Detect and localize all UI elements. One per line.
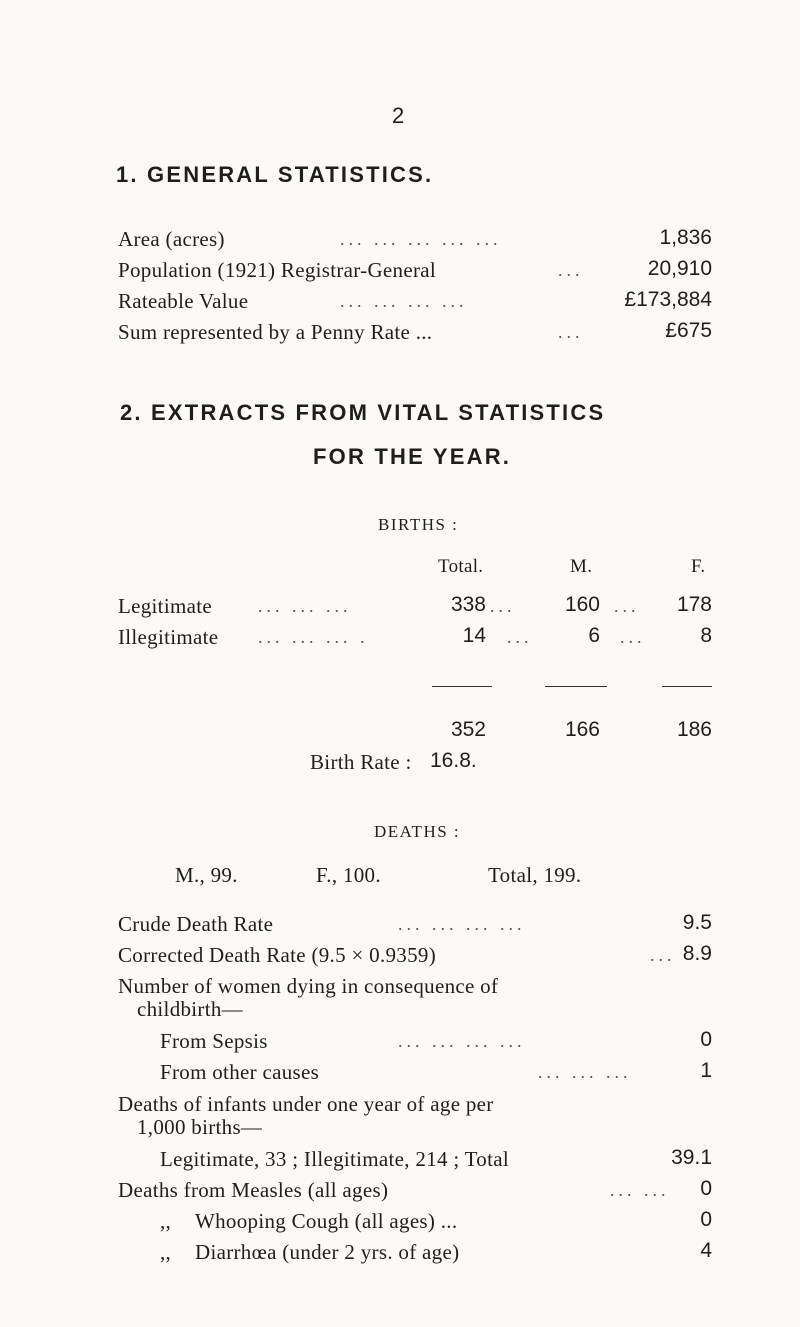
sepsis-label: From Sepsis	[160, 1029, 268, 1053]
area-label: Area (acres)	[118, 227, 225, 251]
illegitimate-total: 14	[462, 624, 486, 647]
births-total-sum: 352	[450, 718, 486, 741]
other-causes-label: From other causes	[160, 1060, 320, 1084]
measles-value: 0	[700, 1177, 712, 1200]
crude-death-rate-dots: ... ... ... ...	[398, 914, 526, 934]
total-rule	[432, 686, 492, 687]
penny-rate-dots: ...	[558, 322, 584, 342]
col-m-header: M.	[570, 556, 593, 577]
rateable-value-dots: ... ... ... ...	[340, 291, 468, 311]
legitimate-f: 178	[676, 593, 712, 616]
whooping-ditto-mark: ,,	[160, 1209, 172, 1233]
sepsis-value: 0	[700, 1028, 712, 1051]
area-dots: ... ... ... ... ...	[340, 229, 502, 249]
population-label: Population (1921) Registrar-General	[118, 258, 436, 282]
other-causes-dots: ... ... ...	[538, 1062, 632, 1082]
illegitimate-f: 8	[700, 624, 712, 647]
col-total-header: Total.	[438, 556, 484, 577]
illegitimate-sep1: ...	[507, 627, 533, 647]
legitimate-dots: ... ... ...	[258, 596, 352, 616]
legitimate-sep1: ...	[490, 596, 516, 616]
whooping-cough-label: Whooping Cough (all ages) ...	[195, 1209, 458, 1233]
col-f-header: F.	[691, 556, 706, 577]
illegitimate-m: 6	[588, 624, 600, 647]
illegitimate-label: Illegitimate	[118, 625, 219, 649]
births-f-sum: 186	[676, 718, 712, 741]
illegitimate-dots: ... ... ... .	[258, 627, 369, 647]
f-rule	[662, 686, 712, 687]
legitimate-total: 338	[450, 593, 486, 616]
page-number: 2	[392, 103, 405, 128]
population-dots: ...	[558, 260, 584, 280]
births-heading: BIRTHS :	[378, 515, 459, 534]
diarrhoea-value: 4	[700, 1239, 712, 1262]
crude-death-rate-label: Crude Death Rate	[118, 912, 274, 936]
measles-dots: ... ...	[610, 1180, 670, 1200]
sepsis-dots: ... ... ... ...	[398, 1031, 526, 1051]
penny-rate-value: £675	[665, 319, 712, 342]
section2-title: 2. EXTRACTS FROM VITAL STATISTICS	[120, 400, 606, 425]
section1-title: 1. GENERAL STATISTICS.	[116, 162, 434, 187]
deaths-heading: DEATHS :	[374, 822, 461, 841]
women-dying-line2: childbirth—	[137, 997, 243, 1021]
deaths-male: M., 99.	[175, 863, 238, 887]
section2-subtitle: FOR THE YEAR.	[313, 444, 512, 469]
area-value: 1,836	[659, 226, 712, 249]
population-value: 20,910	[647, 257, 712, 280]
rateable-value-value: £173,884	[624, 288, 712, 311]
penny-rate-label: Sum represented by a Penny Rate ...	[118, 320, 433, 344]
diarrhoea-ditto-mark: ,,	[160, 1240, 172, 1264]
diarrhoea-label: Diarrhœa (under 2 yrs. of age)	[195, 1240, 460, 1264]
women-dying-line1: Number of women dying in consequence of	[118, 974, 499, 998]
other-causes-value: 1	[700, 1059, 712, 1082]
whooping-cough-value: 0	[700, 1208, 712, 1231]
legitimate-label: Legitimate	[118, 594, 212, 618]
infant-deaths-detail: Legitimate, 33 ; Illegitimate, 214 ; Total	[160, 1147, 509, 1171]
births-m-sum: 166	[564, 718, 600, 741]
corrected-death-rate-value: 8.9	[682, 942, 712, 965]
m-rule	[545, 686, 607, 687]
infant-deaths-line1: Deaths of infants under one year of age per	[118, 1092, 494, 1116]
legitimate-m: 160	[564, 593, 600, 616]
birth-rate-label: Birth Rate :	[310, 750, 412, 774]
legitimate-sep2: ...	[614, 596, 640, 616]
deaths-total: Total, 199.	[488, 863, 582, 887]
infant-deaths-line2: 1,000 births—	[137, 1115, 263, 1139]
illegitimate-sep2: ...	[620, 627, 646, 647]
crude-death-rate-value: 9.5	[682, 911, 712, 934]
corrected-death-rate-label: Corrected Death Rate (9.5 × 0.9359)	[118, 943, 436, 967]
measles-label: Deaths from Measles (all ages)	[118, 1178, 389, 1202]
deaths-female: F., 100.	[316, 863, 381, 887]
rateable-value-label: Rateable Value	[118, 289, 249, 313]
birth-rate-value: 16.8.	[430, 749, 477, 772]
corrected-death-rate-dots: ...	[650, 945, 676, 965]
infant-deaths-value: 39.1	[671, 1146, 712, 1169]
